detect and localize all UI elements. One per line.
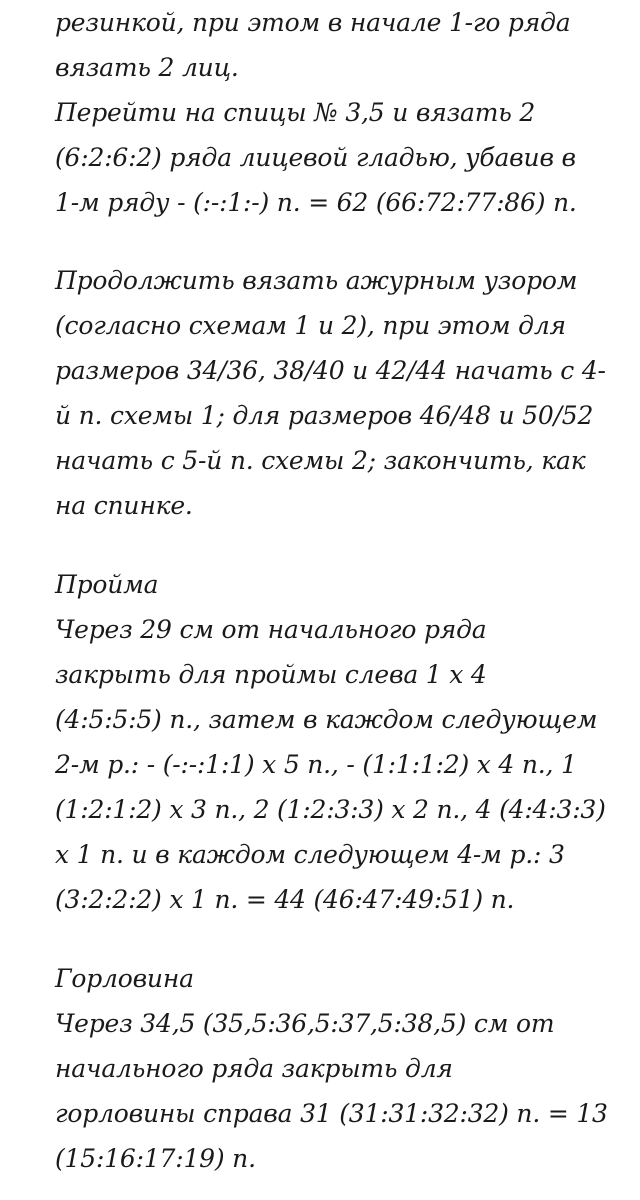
- text-line: (15:16:17:19) п.: [55, 1144, 256, 1173]
- text-line: й п. схемы 1; для размеров 46/48 и 50/52: [55, 401, 594, 430]
- text-line: горловины справа 31 (31:31:32:32) п. = 13: [55, 1099, 608, 1128]
- text-line: (согласно схемам 1 и 2), при этом для: [55, 311, 566, 340]
- text-line: (3:2:2:2) х 1 п. = 44 (46:47:49:51) п.: [55, 885, 515, 914]
- paragraph-spacer: [55, 528, 615, 562]
- paragraph-spacer: [55, 922, 615, 956]
- text-line: закрыть для проймы слева 1 х 4: [55, 660, 487, 689]
- section-armhole: [55, 562, 615, 922]
- text-line: х 1 п. и в каждом следующем 4-м р.: 3: [55, 840, 565, 869]
- text-line: Через 34,5 (35,5:36,5:37,5:38,5) см от: [55, 1009, 555, 1038]
- text-line: 2-м р.: - (-:-:1:1) х 5 п., - (1:1:1:2) х 4 п., 1: [55, 750, 577, 779]
- text-line: на спинке.: [55, 491, 193, 520]
- text-line: Перейти на спицы № 3,5 и вязать 2: [55, 98, 536, 127]
- text-line: Через 29 см от начального ряда: [55, 615, 487, 644]
- section-neckline: [55, 956, 615, 1181]
- text-line: (6:2:6:2) ряда лицевой гладью, убавив в: [55, 143, 576, 172]
- paragraph-spacer: [55, 225, 615, 258]
- text-line: (4:5:5:5) п., затем в каждом следующем: [55, 705, 598, 734]
- paragraph-lace-pattern: [55, 258, 615, 528]
- text-line: вязать 2 лиц.: [55, 53, 239, 82]
- paragraph-ribbing-transition: [55, 0, 615, 225]
- text-line: начать с 5-й п. схемы 2; закончить, как: [55, 446, 586, 475]
- text-line: резинкой, при этом в начале 1-го ряда: [55, 8, 571, 37]
- document-page: [55, 0, 615, 1181]
- text-line: Продолжить вязать ажурным узором: [55, 266, 578, 295]
- section-heading-neckline: Горловина: [55, 964, 194, 993]
- text-line: размеров 34/36, 38/40 и 42/44 начать с 4-: [55, 356, 606, 385]
- text-line: 1-м ряду - (:-:1:-) п. = 62 (66:72:77:86) п.: [55, 188, 577, 217]
- section-heading-armhole: Пройма: [55, 570, 159, 599]
- text-line: (1:2:1:2) х 3 п., 2 (1:2:3:3) х 2 п., 4 (4:4:3:3): [55, 795, 606, 824]
- text-line: начального ряда закрыть для: [55, 1054, 453, 1083]
